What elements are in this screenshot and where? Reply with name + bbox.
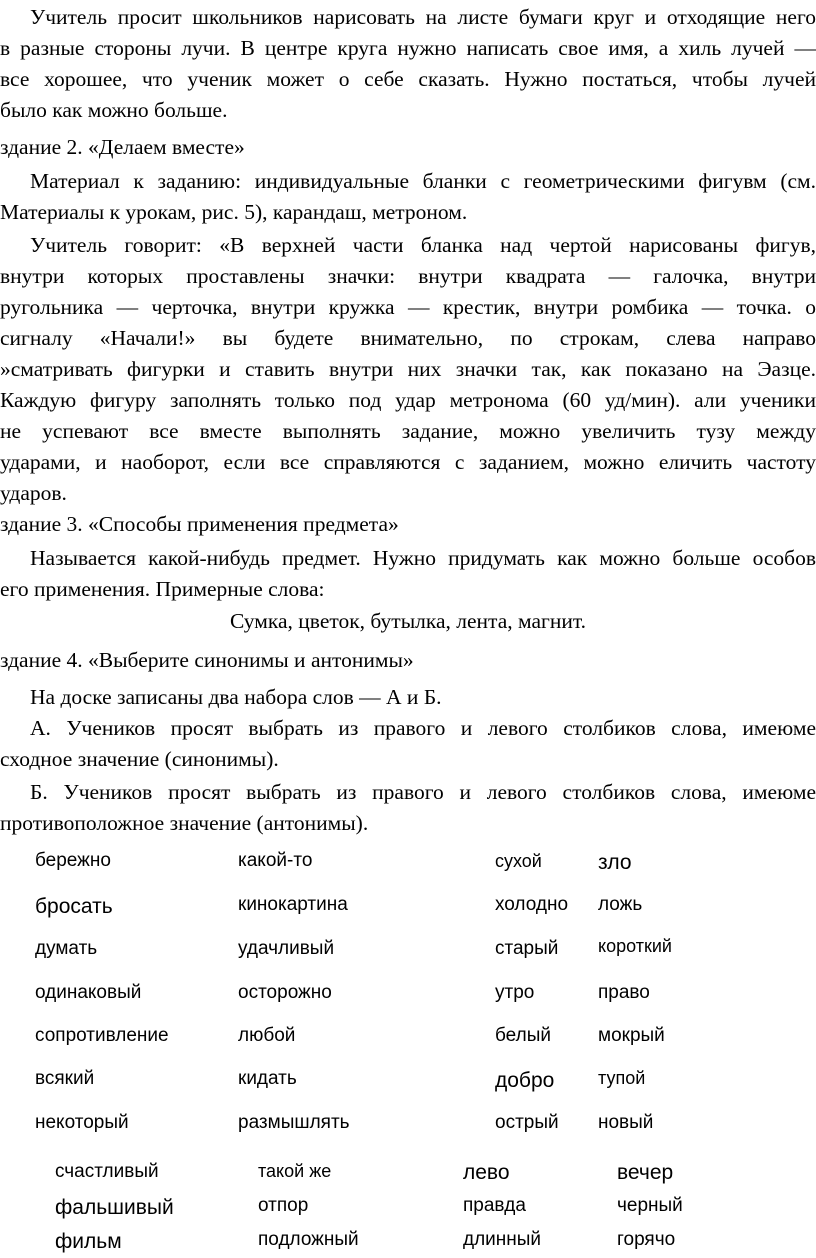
text-line: его применения. Примерные слова: xyxy=(0,577,325,601)
word-cell: старый xyxy=(495,938,559,959)
task4-intro xyxy=(0,682,816,713)
text-line: было как можно больше. xyxy=(0,98,228,122)
task3-paragraph xyxy=(0,543,816,605)
word-cell: фильм xyxy=(55,1230,122,1253)
word-cell: бережно xyxy=(35,850,111,871)
word-cell: осторожно xyxy=(238,982,332,1003)
text-line: »сматривать фигурки и ставить внутри них значки так, как показано на Эазце. xyxy=(0,357,816,381)
word-cell: бросать xyxy=(35,895,113,918)
word-cell: тупой xyxy=(598,1068,646,1088)
word-cell: подложный xyxy=(258,1229,359,1250)
word-cell: длинный xyxy=(463,1229,542,1250)
word-cell: кинокартина xyxy=(238,894,348,915)
text-line: ударами, и наоборот, если все справляются с заданием, можно еличить частоту xyxy=(0,450,816,474)
word-cell: думать xyxy=(35,938,98,959)
task4-heading: здание 4. «Выберите синонимы и антонимы» xyxy=(0,648,414,672)
text-line: не успевают все вместе выполнять задание, можно увеличить тузу между xyxy=(0,419,816,443)
task3-example-words: Сумка, цветок, бутылка, лента, магнит. xyxy=(230,609,586,633)
text-line: сигналу «Начали!» вы будете внимательно, по строкам, слева направо xyxy=(0,326,816,350)
word-cell: сопротивление xyxy=(35,1025,169,1046)
word-cell: холодно xyxy=(495,894,569,915)
word-cell: фальшивый xyxy=(55,1196,174,1219)
text-line: ругольника — черточка, внутри кружка — крестик, внутри ромбика — точка. о xyxy=(0,295,816,319)
task4-part-a xyxy=(0,713,816,775)
text-line: Б. Учеников просят выбрать из правого и левого столбиков слова, имеюме xyxy=(30,780,816,804)
word-cell: право xyxy=(598,982,650,1003)
word-cell: любой xyxy=(238,1025,296,1046)
task2-paragraph-2 xyxy=(0,230,816,509)
text-line: Материал к заданию: индивидуальные бланки с геометрическими фигувм (см. xyxy=(30,169,816,193)
word-cell: ложь xyxy=(598,894,643,915)
word-cell: зло xyxy=(598,851,632,874)
text-line: в разные стороны лучи. В центре круга нужно написать свое имя, а хиль лучей — xyxy=(0,36,816,60)
word-cell: новый xyxy=(598,1112,654,1133)
text-line: А. Учеников просят выбрать из правого и левого столбиков слова, имеюме xyxy=(30,716,816,740)
word-cell: короткий xyxy=(598,936,672,956)
text-line: Каждую фигуру заполнять только под удар метронома (60 уд/мин). али ученики xyxy=(0,388,816,412)
word-cell: размышлять xyxy=(238,1112,350,1133)
word-cell: отпор xyxy=(258,1195,309,1216)
word-cell: удачливый xyxy=(238,938,335,959)
text-line: ударов. xyxy=(0,481,67,505)
text-line: На доске записаны два набора слов — А и Б. xyxy=(30,685,442,709)
text-line: противоположное значение (антонимы). xyxy=(0,811,369,835)
word-cell: правда xyxy=(463,1195,526,1216)
word-cell: лево xyxy=(463,1161,510,1184)
text-line: Называется какой-нибудь предмет. Нужно придумать как можно больше особов xyxy=(30,546,816,570)
word-cell: утро xyxy=(495,982,535,1003)
word-cell: всякий xyxy=(35,1068,95,1089)
text-line: сходное значение (синонимы). xyxy=(0,747,279,771)
word-cell: кидать xyxy=(238,1068,297,1089)
task3-heading: здание 3. «Способы применения предмета» xyxy=(0,512,399,536)
word-cell: черный xyxy=(617,1195,683,1216)
task2-paragraph-1 xyxy=(0,166,816,228)
text-line: все хорошее, что ученик может о себе сказать. Нужно постаться, чтобы лучей xyxy=(0,67,816,91)
word-cell: вечер xyxy=(617,1161,674,1184)
word-cell: какой-то xyxy=(238,850,313,871)
word-cell: такой же xyxy=(258,1161,332,1181)
word-cell: счастливый xyxy=(55,1161,159,1182)
text-line: Учитель говорит: «В верхней части бланка над чертой нарисованы фигув, xyxy=(30,233,816,257)
intro-paragraph xyxy=(0,2,816,126)
word-cell: добро xyxy=(495,1069,555,1092)
word-cell: острый xyxy=(495,1112,559,1133)
word-cell: некоторый xyxy=(35,1112,129,1133)
text-line: внутри которых проставлены значки: внутри квадрата — галочка, внутри xyxy=(0,264,816,288)
word-cell: горячо xyxy=(617,1229,676,1250)
word-cell: мокрый xyxy=(598,1025,665,1046)
task4-part-b xyxy=(0,777,816,839)
task2-heading: здание 2. «Делаем вместе» xyxy=(0,135,245,159)
word-cell: сухой xyxy=(495,851,542,871)
word-cell: белый xyxy=(495,1025,551,1046)
word-cell: одинаковый xyxy=(35,982,142,1003)
text-line: Учитель просит школьников нарисовать на листе бумаги круг и отходящие него xyxy=(30,5,816,29)
text-line: Материалы к урокам, рис. 5), карандаш, метроном. xyxy=(0,200,468,224)
